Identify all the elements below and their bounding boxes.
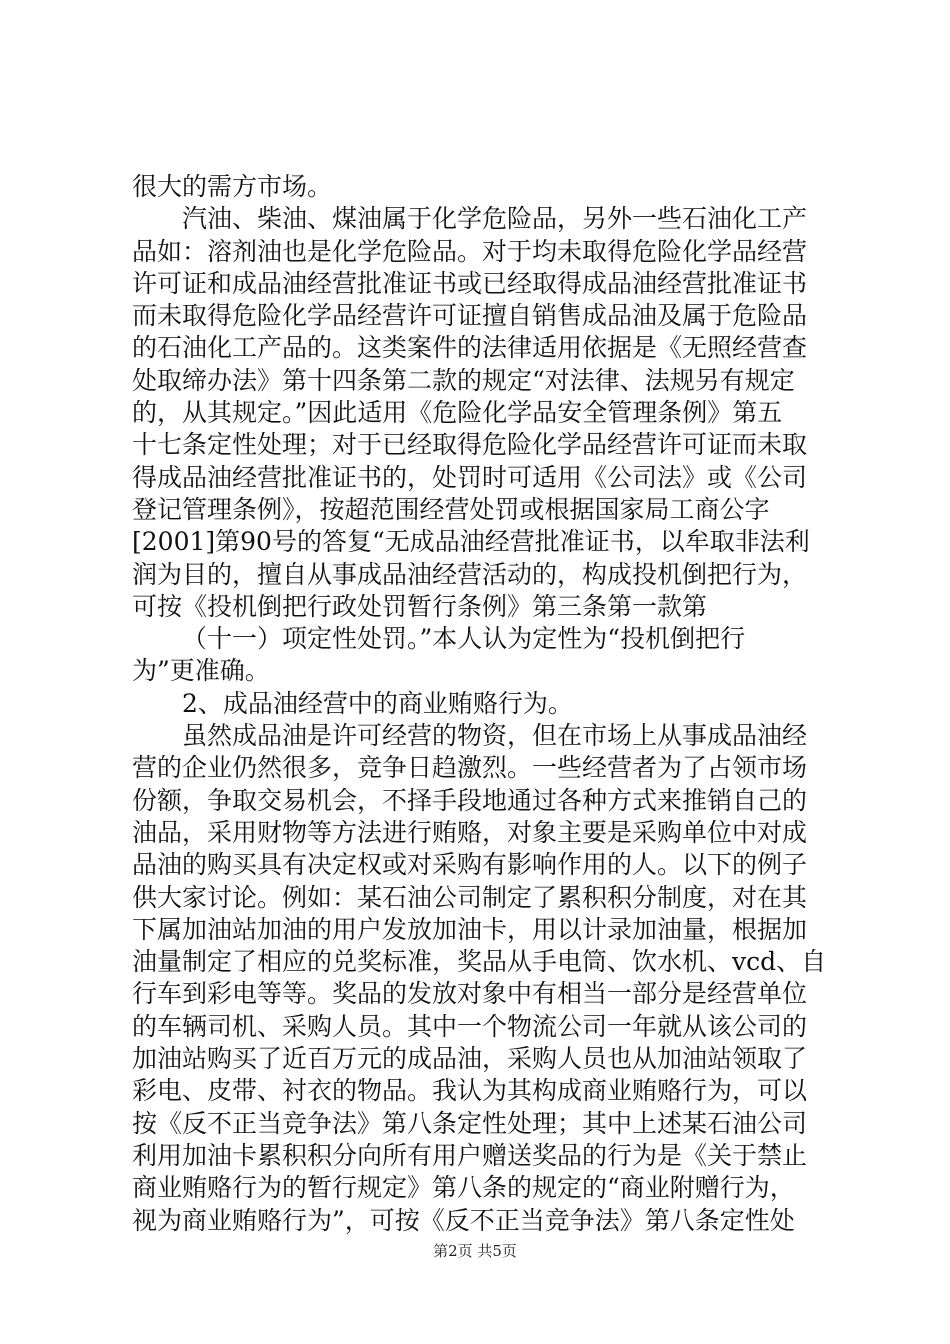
text-line: 油品，采用财物等方法进行贿赂，对象主要是采购单位中对成 [132, 817, 808, 847]
text-line: 视为商业贿赂行为”，可按《反不正当竞争法》第八条定性处 [132, 1205, 795, 1235]
text-line: 利用加油卡累积积分向所有用户赠送奖品的行为是《关于禁止 [132, 1140, 808, 1170]
text-line: 行车到彩电等等。奖品的发放对象中有相当一部分是经营单位 [132, 979, 808, 1009]
text-line: 彩电、皮带、衬衣的物品。我认为其构成商业贿赂行为，可以 [132, 1076, 808, 1106]
text-line: 的，从其规定。”因此适用《危险化学品安全管理条例》第五 [132, 398, 783, 428]
text-line: 供大家讨论。例如：某石油公司制定了累积积分制度，对在其 [132, 882, 808, 912]
text-line: 下属加油站加油的用户发放加油卡，用以计录加油量，根据加 [132, 914, 808, 944]
text-line: 为”更准确。 [132, 656, 270, 686]
text-line: 加油站购买了近百万元的成品油，采购人员也从加油站领取了 [132, 1044, 808, 1074]
page-footer: 第2页 共5页 [433, 1242, 517, 1260]
text-line: 2、成品油经营中的商业贿赂行为。 [182, 688, 573, 718]
text-line: 得成品油经营批准证书的，处罚时可适用《公司法》或《公司 [132, 462, 808, 492]
text-line: 的车辆司机、采购人员。其中一个物流公司一年就从该公司的 [132, 1011, 808, 1041]
text-line: 品如：溶剂油也是化学危险品。对于均未取得危险化学品经营 [132, 236, 808, 266]
text-line: 虽然成品油是许可经营的物资，但在市场上从事成品油经 [182, 721, 808, 751]
text-line: 按《反不正当竞争法》第八条定性处理；其中上述某石油公司 [132, 1108, 808, 1138]
text-line: 十七条定性处理；对于已经取得危险化学品经营许可证而未取 [132, 430, 808, 460]
text-line: 登记管理条例》，按超范围经营处罚或根据国家局工商公字 [132, 494, 770, 524]
text-line: 的石油化工产品的。这类案件的法律适用依据是《无照经营查 [132, 333, 808, 363]
text-line: 油量制定了相应的兑奖标准，奖品从手电筒、饮水机、vcd、自 [132, 947, 827, 977]
text-line: 而未取得危险化学品经营许可证擅自销售成品油及属于危险品 [132, 301, 808, 331]
text-line: 很大的需方市场。 [132, 172, 333, 201]
text-line: 润为目的，擅自从事成品油经营活动的，构成投机倒把行为， [132, 559, 808, 589]
text-line: [2001]第90号的答复“无成品油经营批准证书，以牟取非法利 [132, 527, 810, 557]
text-line: 商业贿赂行为的暂行规定》第八条的规定的“商业附赠行为， [132, 1173, 795, 1203]
document-body [132, 171, 852, 1237]
text-line: 品油的购买具有决定权或对采购有影响作用的人。以下的例子 [132, 850, 808, 880]
text-line: （十一）项定性处罚。”本人认为定性为“投机倒把行 [182, 624, 746, 654]
text-line: 可按《投机倒把行政处罚暂行条例》第三条第一款第 [132, 591, 708, 621]
text-line: 许可证和成品油经营批准证书或已经取得成品油经营批准证书 [132, 268, 808, 298]
text-line: 汽油、柴油、煤油属于化学危险品，另外一些石油化工产 [182, 204, 808, 234]
text-line: 份额，争取交易机会，不择手段地通过各种方式来推销自己的 [132, 785, 808, 815]
text-line: 处取缔办法》第十四条第二款的规定“对法律、法规另有规定 [132, 365, 795, 395]
text-line: 营的企业仍然很多，竞争日趋激烈。一些经营者为了占领市场 [132, 753, 808, 783]
